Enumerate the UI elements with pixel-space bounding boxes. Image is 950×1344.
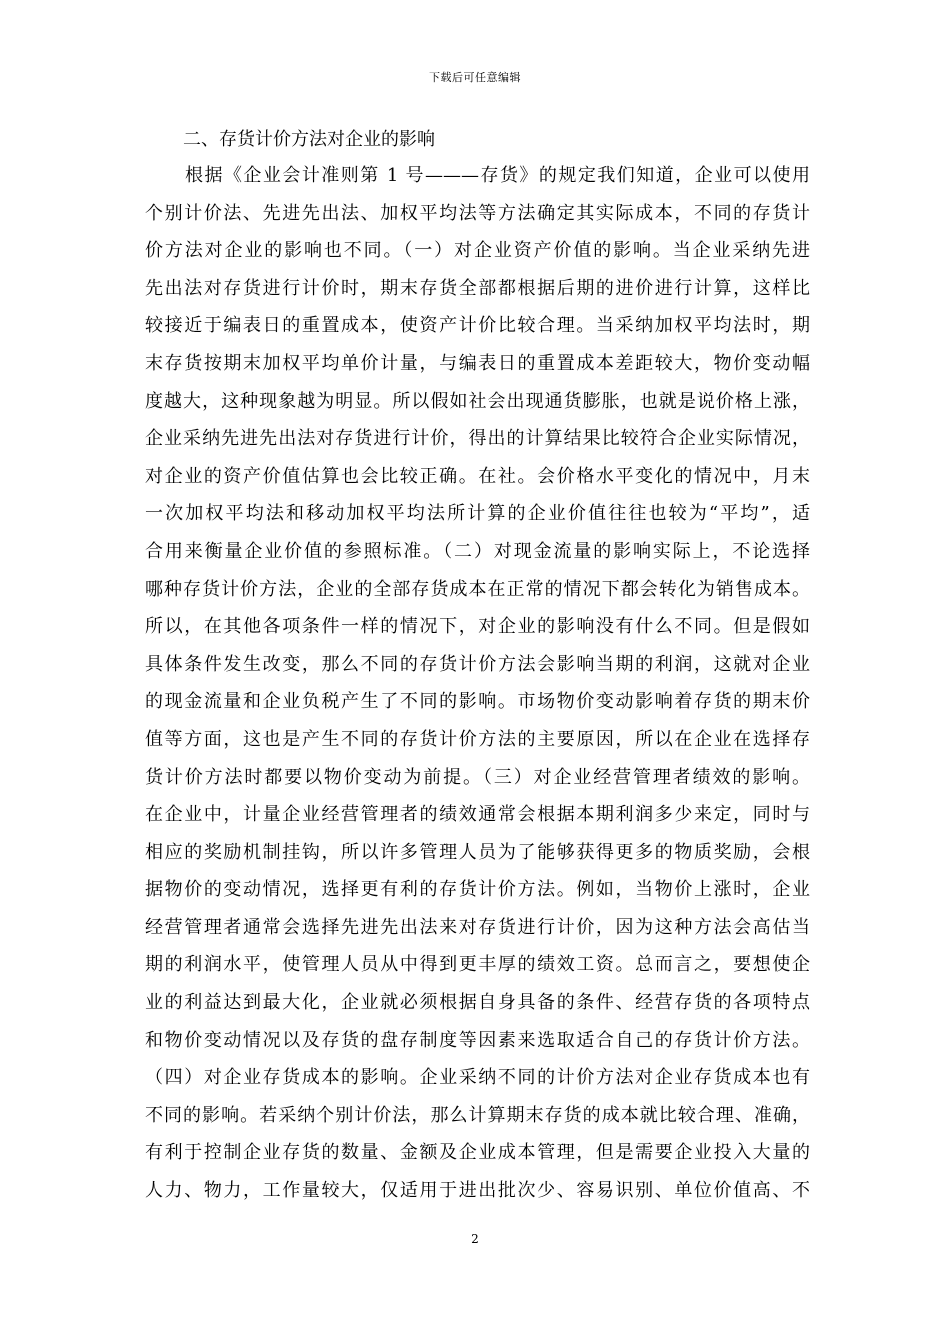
text-line: 人力、物力，工作量较大，仅适用于进出批次少、容易识别、单位价值高、不 <box>145 1180 810 1202</box>
text-line: 对企业的资产价值估算也会比较正确。在社。会价格水平变化的情况中，月末 <box>145 465 810 487</box>
text-line: 企业采纳先进先出法对存货进行计价，得出的计算结果比较符合企业实际情况， <box>145 428 810 450</box>
text-line: 的现金流量和企业负税产生了不同的影响。市场物价变动影响着存货的期末价 <box>145 691 810 713</box>
text-line: 一次加权平均法和移动加权平均法所计算的企业价值往往也较为“平均”，适 <box>145 503 810 525</box>
text-line: 业的利益达到最大化，企业就必须根据自身具备的条件、经营存货的各项特点 <box>145 992 810 1014</box>
text-line: 据物价的变动情况，选择更有利的存货计价方法。例如，当物价上涨时，企业 <box>145 879 810 901</box>
text-line: 在企业中，计量企业经营管理者的绩效通常会根据本期利润多少来定，同时与 <box>145 804 810 826</box>
text-line: 较接近于编表日的重置成本，使资产计价比较合理。当采纳加权平均法时，期 <box>145 315 810 337</box>
text-line: 先出法对存货进行计价时，期末存货全部都根据后期的进价进行计算，这样比 <box>145 277 810 299</box>
text-line: 不同的影响。若采纳个别计价法，那么计算期末存货的成本就比较合理、准确， <box>145 1104 810 1126</box>
text-line: 末存货按期末加权平均单价计量，与编表日的重置成本差距较大，物价变动幅 <box>145 352 810 374</box>
text-line: 个别计价法、先进先出法、加权平均法等方法确定其实际成本，不同的存货计 <box>145 202 810 224</box>
text-line: 所以，在其他各项条件一样的情况下，对企业的影响没有什么不同。但是假如 <box>145 616 810 638</box>
text-line: 值等方面，这也是产生不同的存货计价方法的主要原因，所以在企业在选择存 <box>145 728 810 750</box>
section-heading: 二、存货计价方法对企业的影响 <box>183 129 435 150</box>
text-line: 相应的奖励机制挂钩，所以许多管理人员为了能够获得更多的物质奖励，会根 <box>145 841 810 863</box>
text-line: 经营管理者通常会选择先进先出法来对存货进行计价，因为这种方法会高估当 <box>145 916 810 938</box>
text-line: 期的利润水平，使管理人员从中得到更丰厚的绩效工资。总而言之，要想使企 <box>145 954 810 976</box>
text-line: 货计价方法时都要以物价变动为前提。（三）对企业经营管理者绩效的影响。 <box>145 766 810 788</box>
text-line: 哪种存货计价方法，企业的全部存货成本在正常的情况下都会转化为销售成本。 <box>145 578 810 600</box>
text-line: （四）对企业存货成本的影响。企业采纳不同的计价方法对企业存货成本也有 <box>145 1067 810 1089</box>
text-line: 度越大，这种现象越为明显。所以假如社会出现通货膨胀，也就是说价格上涨， <box>145 390 810 412</box>
header-note: 下载后可任意编辑 <box>429 71 521 84</box>
text-line: 和物价变动情况以及存货的盘存制度等因素来选取适合自己的存货计价方法。 <box>145 1029 810 1051</box>
text-line: 有利于控制企业存货的数量、金额及企业成本管理，但是需要企业投入大量的 <box>145 1142 810 1164</box>
page-content <box>145 126 810 1215</box>
text-line: 合用来衡量企业价值的参照标准。（二）对现金流量的影响实际上，不论选择 <box>145 540 810 562</box>
text-line: 根据《企业会计准则第 1 号———存货》的规定我们知道，企业可以使用 <box>185 165 810 186</box>
body-paragraph <box>145 162 810 1205</box>
page-number: 2 <box>471 1232 479 1246</box>
text-line: 具体条件发生改变，那么不同的存货计价方法会影响当期的利润，这就对企业 <box>145 653 810 675</box>
text-line: 价方法对企业的影响也不同。（一）对企业资产价值的影响。当企业采纳先进 <box>145 240 810 262</box>
